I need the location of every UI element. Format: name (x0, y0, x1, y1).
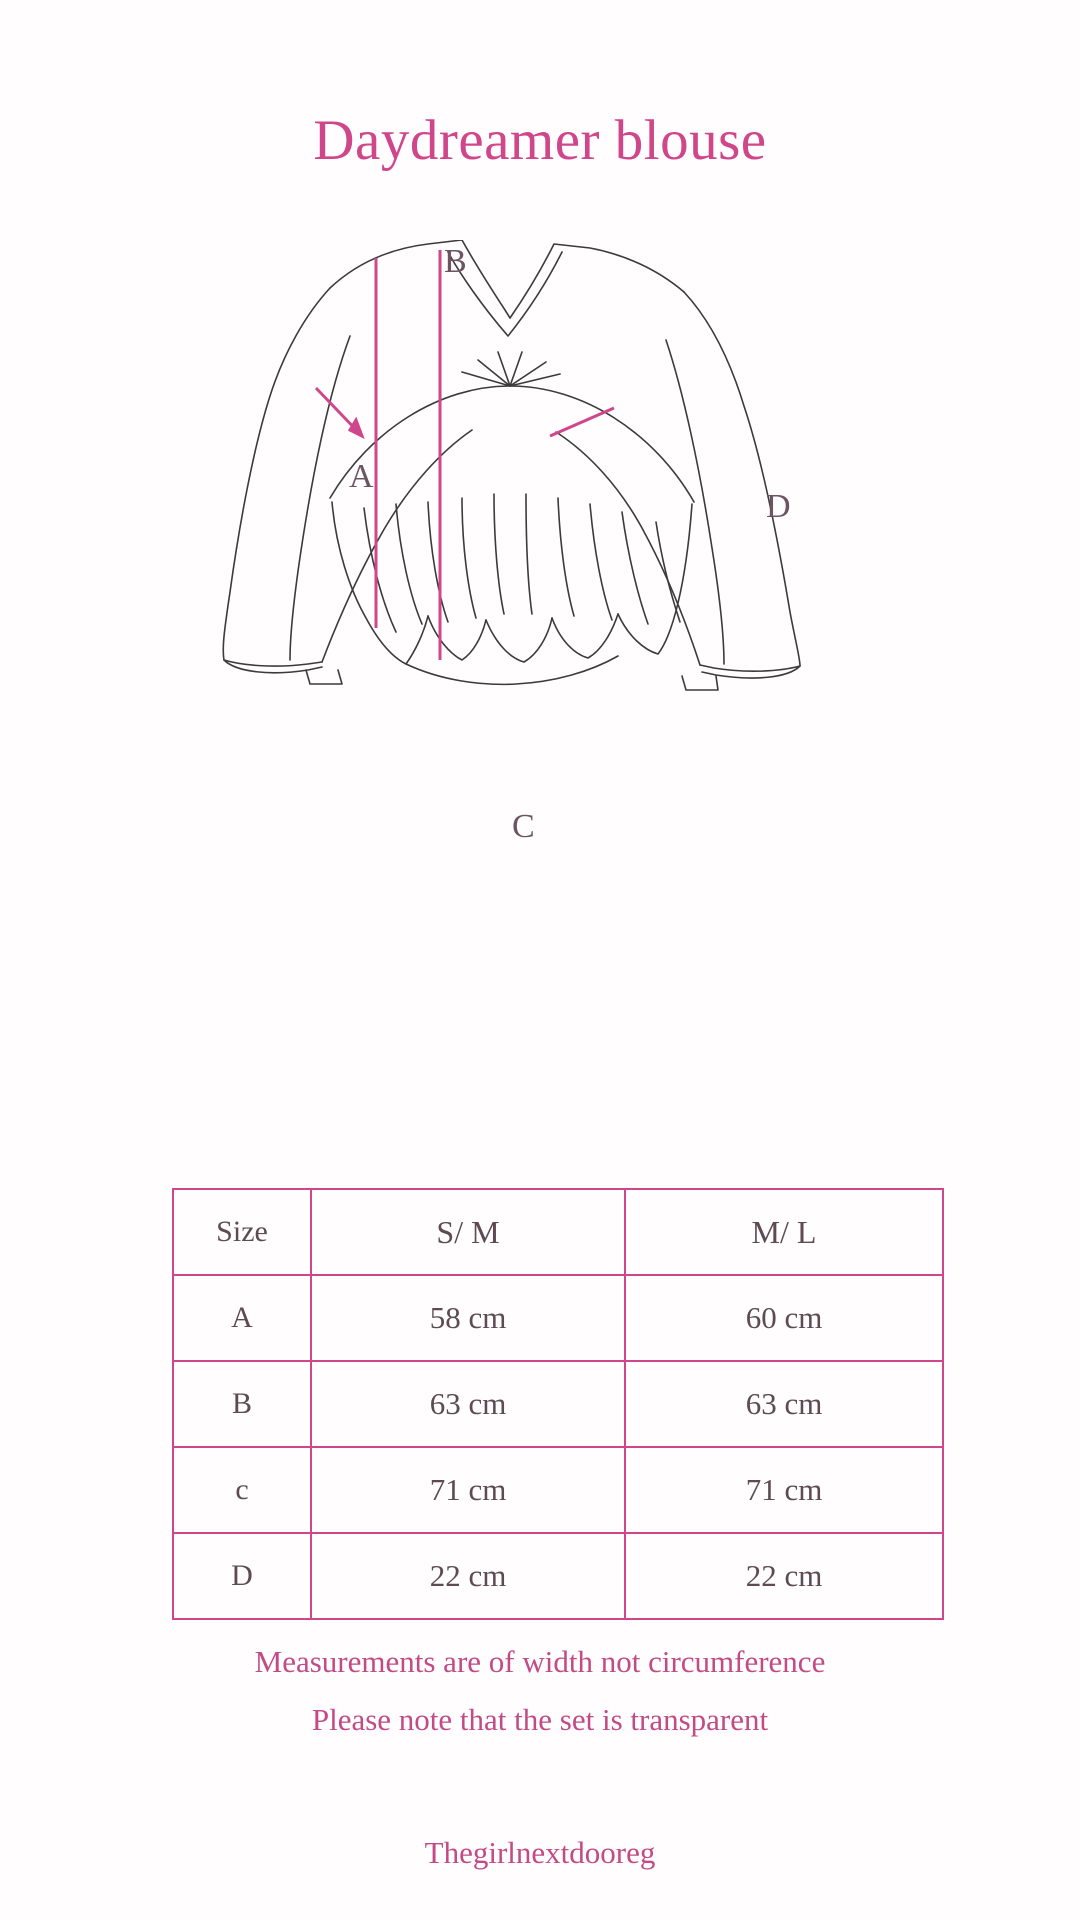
row-key-a: A (173, 1275, 311, 1361)
row-b-ml: 63 cm (625, 1361, 943, 1447)
size-table (172, 1188, 944, 1620)
table-row (173, 1361, 943, 1447)
notes-block (0, 1633, 1080, 1749)
row-c-sm: 71 cm (311, 1447, 625, 1533)
row-b-sm: 63 cm (311, 1361, 625, 1447)
row-key-b: B (173, 1361, 311, 1447)
table-row (173, 1275, 943, 1361)
note-transparency: Please note that the set is transparent (311, 1702, 769, 1737)
row-key-d: D (173, 1533, 311, 1619)
table-row (173, 1447, 943, 1533)
row-a-ml: 60 cm (625, 1275, 943, 1361)
row-c-ml: 71 cm (625, 1447, 943, 1533)
size-table-wrapper (172, 1188, 942, 1620)
arrow-head-a (350, 420, 362, 436)
diagram-label-b: B (444, 243, 467, 280)
row-d-ml: 22 cm (625, 1533, 943, 1619)
table-header-sm: S/ M (311, 1189, 625, 1275)
row-a-sm: 58 cm (311, 1275, 625, 1361)
table-header-ml: M/ L (625, 1189, 943, 1275)
diagram-label-c: C (512, 808, 535, 845)
row-d-sm: 22 cm (311, 1533, 625, 1619)
row-key-c: c (173, 1447, 311, 1533)
page-title: Daydreamer blouse (313, 109, 767, 172)
diagram-label-d: D (766, 488, 791, 525)
table-header-row (173, 1189, 943, 1275)
brand-footer: Thegirlnextdooreg (424, 1835, 656, 1870)
note-measurements: Measurements are of width not circumference (254, 1644, 826, 1679)
diagram-label-a: A (349, 458, 374, 495)
table-row (173, 1533, 943, 1619)
table-header-size: Size (173, 1189, 311, 1275)
